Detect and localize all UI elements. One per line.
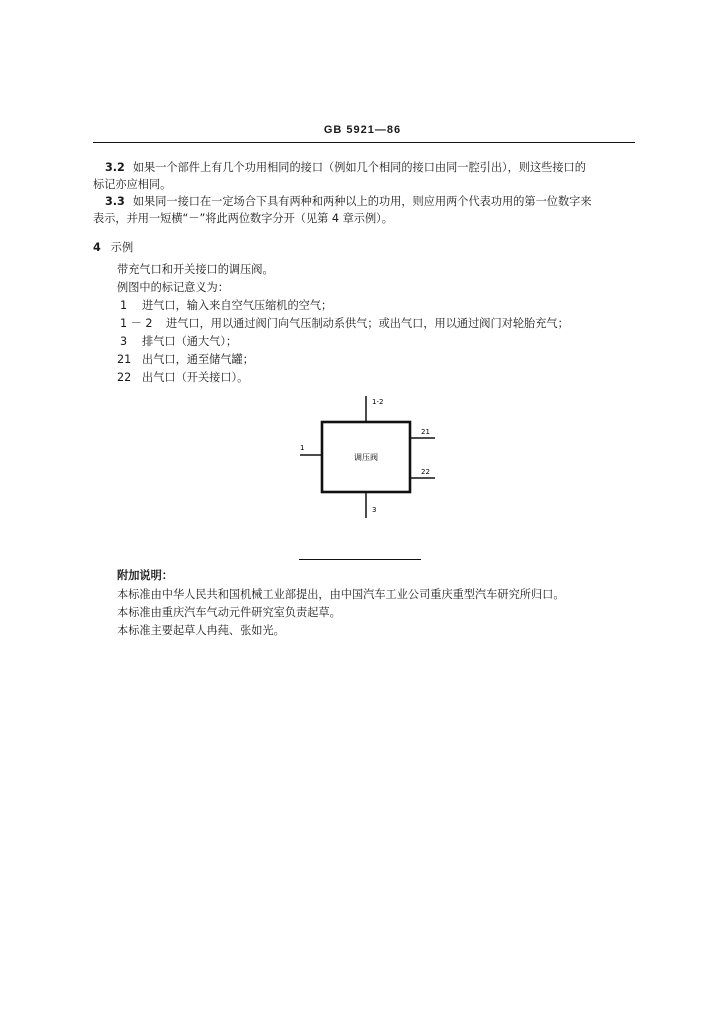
section-3-2-text: 如果一个部件上有几个功用相同的接口（例如几个相同的接口由同一腔引出），则这些接口的 [132, 161, 586, 174]
appendix-title: 附加说明： [117, 569, 173, 582]
section-4-heading [93, 240, 133, 256]
section-3-3-line2: 表示，并用一短横“－”将此两位数字分开（见第 4 章示例）。 [93, 212, 393, 225]
item-text: 排气口（通大气）； [142, 335, 238, 348]
item-code: 3 [120, 335, 128, 348]
list-item [117, 370, 248, 386]
list-item [120, 334, 237, 350]
section-4-intro: 带充气口和开关接口的调压阀。 [117, 263, 274, 276]
section-3-2-number: 3.2 [105, 161, 125, 174]
port-left-label: 1 [300, 444, 305, 452]
valve-box-label: 调压阀 [354, 453, 378, 462]
appendix-line: 本标准主要起草人冉莼、张如光。 [117, 624, 285, 637]
standard-code-header: GB 5921—86 [323, 124, 402, 136]
item-text: 出气口，通至储气罐； [142, 353, 254, 366]
item-text: 进气口，输入来自空气压缩机的空气； [142, 299, 333, 312]
section-3-3-line1 [105, 194, 592, 210]
list-item [120, 316, 569, 332]
item-code: 1 － 2 [120, 317, 153, 330]
port-right-upper-label: 21 [421, 428, 430, 436]
header-rule [93, 142, 635, 143]
section-4-number: 4 [93, 241, 101, 254]
item-code: 22 [117, 371, 132, 384]
port-top-label: 1-2 [372, 398, 384, 406]
footnote-rule [299, 559, 421, 560]
port-right-lower-label: 22 [421, 468, 430, 476]
port-bottom-label: 3 [372, 506, 377, 514]
regulator-valve-diagram [290, 392, 450, 522]
section-3-3-text: 如果同一接口在一定场合下具有两种和两种以上的功用，则应用两个代表功用的第一位数字来 [132, 195, 592, 208]
section-4-meaning-intro: 例图中的标记意义为： [117, 281, 229, 294]
item-text: 进气口，用以通过阀门向气压制动系供气；或出气口，用以通过阀门对轮胎充气； [166, 317, 569, 330]
section-3-2-line1 [105, 160, 586, 176]
section-3-2-line2: 标记亦应相同。 [93, 178, 172, 191]
appendix-line: 本标准由中华人民共和国机械工业部提出，由中国汽车工业公司重庆重型汽车研究所归口。 [117, 588, 565, 601]
item-code: 1 [120, 299, 128, 312]
appendix-line: 本标准由重庆汽车气动元件研究室负责起草。 [117, 606, 341, 619]
item-text: 出气口（开关接口）。 [142, 371, 249, 384]
list-item [117, 352, 254, 368]
section-4-title: 示例 [110, 241, 134, 254]
item-code: 21 [117, 353, 132, 366]
list-item [120, 298, 332, 314]
section-3-3-number: 3.3 [105, 195, 125, 208]
